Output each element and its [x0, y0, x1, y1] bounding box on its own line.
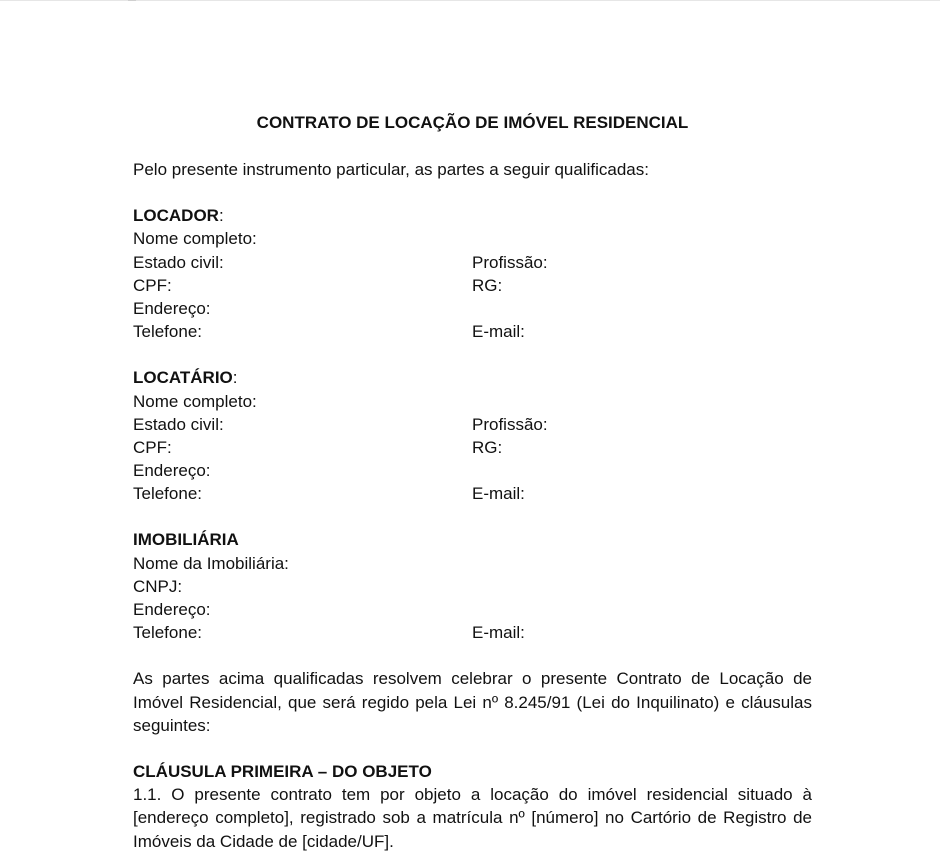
- locador-profissao-field: Profissão:: [472, 252, 548, 272]
- clausula-line: Imóveis da Cidade de [cidade/UF].: [133, 831, 394, 851]
- locador-endereco-field: Endereço:: [133, 298, 211, 318]
- imobiliaria-telefone-field: Telefone:: [133, 623, 202, 643]
- preamble-line: Imóvel Residencial, que será regido pela Lei nº 8.245/91 (Lei do Inquilinato) e cláusulas: [133, 692, 812, 712]
- locador-rg-field: RG:: [472, 275, 503, 295]
- imobiliaria-cnpj-field: CNPJ:: [133, 576, 183, 596]
- locatario-cpf-field: CPF:: [133, 437, 172, 457]
- locatario-rg-field: RG:: [472, 437, 503, 457]
- locatario-estado-civil-field: Estado civil:: [133, 414, 224, 434]
- locatario-nome-field: Nome completo:: [133, 391, 257, 411]
- document-page: [133, 112, 812, 853]
- locatario-profissao-field: Profissão:: [472, 414, 548, 434]
- preamble-line: seguintes:: [133, 715, 211, 735]
- clausula-line: [endereço completo], registrado sob a matrícula nº [número] no Cartório de Registro de: [133, 808, 812, 828]
- clausula-primeira-heading: CLÁUSULA PRIMEIRA – DO OBJETO: [133, 762, 432, 782]
- imobiliaria-heading: IMOBILIÁRIA: [133, 530, 239, 550]
- locador-cpf-field: CPF:: [133, 275, 172, 295]
- locador-nome-field: Nome completo:: [133, 229, 257, 249]
- imobiliaria-email-field: E-mail:: [472, 623, 525, 643]
- locatario-endereco-field: Endereço:: [133, 461, 211, 481]
- locatario-telefone-field: Telefone:: [133, 484, 202, 504]
- preamble-paragraph: [133, 667, 812, 737]
- locatario-email-field: E-mail:: [472, 484, 525, 504]
- page-top-edge: [0, 0, 940, 1]
- imobiliaria-nome-field: Nome da Imobiliária:: [133, 553, 289, 573]
- clausula-primeira-section: [133, 760, 812, 853]
- intro-paragraph: Pelo presente instrumento particular, as partes a seguir qualificadas:: [133, 160, 649, 179]
- locador-telefone-field: Telefone:: [133, 322, 202, 342]
- ruler-tick: [128, 0, 136, 1]
- preamble-line: As partes acima qualificadas resolvem celebrar o presente Contrato de Locação de: [133, 669, 812, 689]
- locador-heading: LOCADOR: [133, 206, 219, 226]
- locatario-heading: LOCATÁRIO: [133, 368, 233, 388]
- locador-section: LOCADOR: Nome completo: Estado civil: Profissão: CPF: RG: Endereço: Telefone: E-mail:: [133, 204, 812, 343]
- document-title: CONTRATO DE LOCAÇÃO DE IMÓVEL RESIDENCIAL: [256, 113, 689, 132]
- imobiliaria-section: [133, 528, 812, 644]
- locatario-section: LOCATÁRIO: Nome completo: Estado civil: Profissão: CPF: RG: Endereço: Telefone: E-mail:: [133, 366, 812, 505]
- locador-email-field: E-mail:: [472, 322, 525, 342]
- clausula-line: 1.1. O presente contrato tem por objeto a locação do imóvel residencial situado à: [133, 785, 812, 805]
- locador-estado-civil-field: Estado civil:: [133, 252, 224, 272]
- imobiliaria-endereco-field: Endereço:: [133, 600, 211, 620]
